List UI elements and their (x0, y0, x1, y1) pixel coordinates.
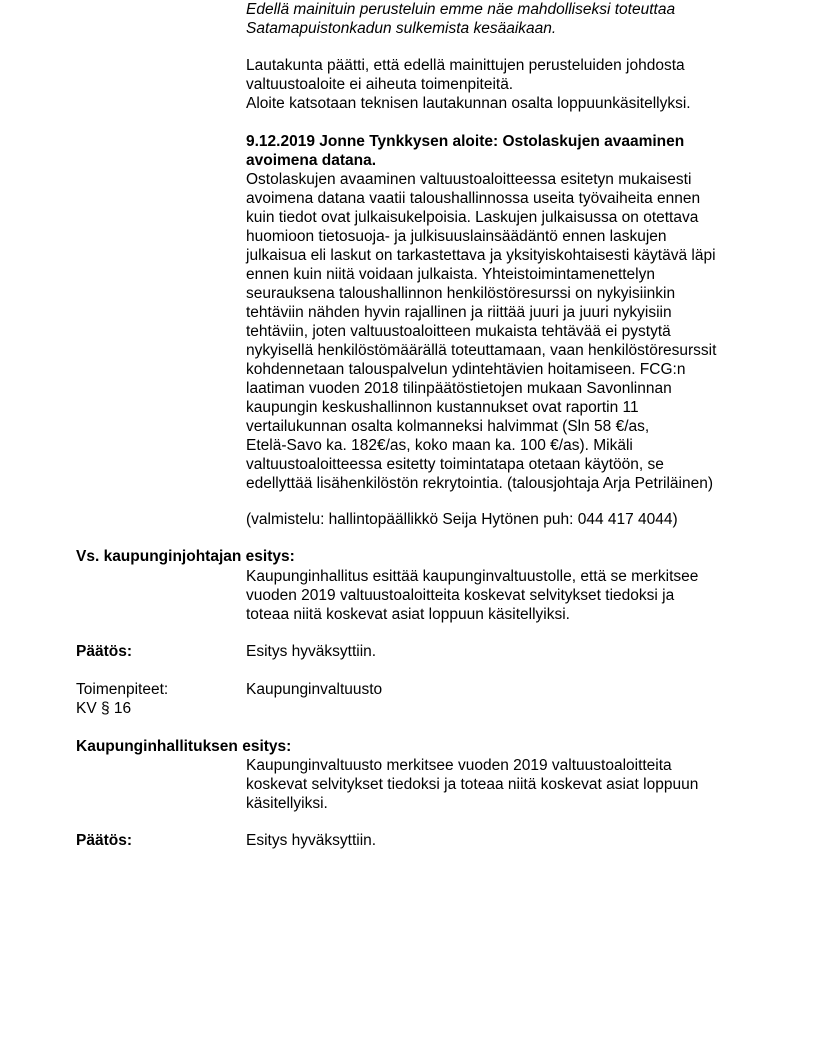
intro-italic-paragraph: Edellä mainituin perusteluin emme näe mahdolliseksi toteuttaa Satamapuistonkadun sulkemista kesäaikaan. (246, 1, 676, 37)
decision-label: Päätös: (76, 832, 132, 849)
initiative-heading: 9.12.2019 Jonne Tynkkysen aloite: Ostolaskujen avaaminen avoimena datana. (246, 133, 685, 169)
committee-decision-paragraph: Lautakunta päätti, että edellä mainittujen perusteluiden johdosta valtuustoaloite ei aiheuta toimenpiteitä. Aloite katsotaan teknisen lautakunnan osalta loppuunkäsitellyksi. (246, 57, 691, 112)
decision-label: Päätös: (76, 643, 132, 660)
decision-value: Esitys hyväksyttiin. (246, 832, 377, 849)
preparation-note: (valmistelu: hallintopäällikkö Seija Hytönen puh: 044 417 4044) (246, 511, 678, 528)
actions-label: Toimenpiteet: KV § 16 (76, 681, 169, 717)
board-proposal-heading: Kaupunginhallituksen esitys: (76, 738, 292, 755)
mayor-proposal-heading: Vs. kaupunginjohtajan esitys: (76, 548, 295, 565)
mayor-proposal-body: Kaupunginhallitus esittää kaupunginvaltuustolle, että se merkitsee vuoden 2019 valtuustoaloitteita koskevat selvitykset tiedoksi ja toteaa niitä koskevat asiat loppuun käsitellyiksi. (246, 568, 699, 623)
decision-value: Esitys hyväksyttiin. (246, 643, 377, 660)
board-proposal-body: Kaupunginvaltuusto merkitsee vuoden 2019 valtuustoaloitteita koskevat selvitykset tiedoksi ja toteaa niitä koskevat asiat loppuun käsitellyiksi. (246, 757, 699, 812)
actions-value: Kaupunginvaltuusto (246, 681, 383, 698)
initiative-body: Ostolaskujen avaaminen valtuustoaloitteessa esitetyn mukaisesti avoimena datana vaatii taloushallinnossa useita työvaiheita ennen kuin tiedot ovat julkaisukelpoisia. Laskujen julkaisussa on otettava huomioon tietosuoja- ja julkisuuslainsäädäntö ennen laskujen julkaisua eli laskut on tarkastettava ja yksityiskohtaisesti käytävä läpi ennen kuin niitä voidaan julkaista. Yhteistoimintamenettelyn seurauksena taloushallinnon henkilöstöresurssi on nykyisiinkin tehtäviin nähden hyvin rajallinen ja riittää juuri ja juuri nykyisiin tehtäviin, joten valtuustoaloitteen mukaista tehtävää ei pystytä nykyisellä henkilöstömäärällä toteuttamaan, vaan henkilöstöresurssit kohdennetaan talouspalvelun ydintehtävien hoitamiseen. FCG:n laatiman vuoden 2018 tilinpäätöstietojen mukaan Savonlinnan kaupungin keskushallinnon kustannukset ovat raportin 11 vertailukunnan osalta kolmanneksi halvimmat (Sln 58 €/as, Etelä-Savo ka. 182€/as, koko maan ka. 100 €/as). Mikäli valtuustoaloitteessa esitetty toimintatapa otetaan käytöön, se edellyttää lisähenkilöstön rekrytointia. (talousjohtaja Arja Petriläinen) (246, 171, 717, 492)
